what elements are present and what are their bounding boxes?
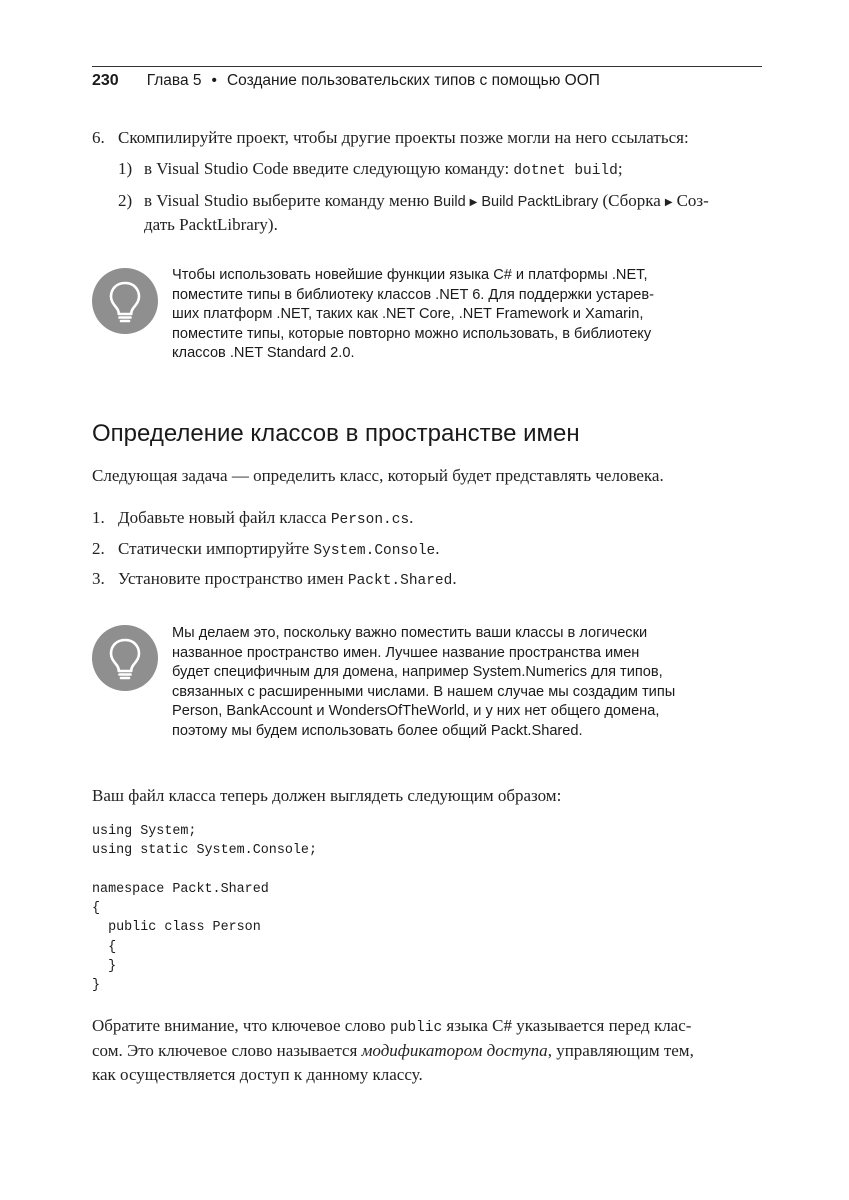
tip-line: Person, BankAccount и WondersOfTheWorld, и у них нет общего домена, <box>172 703 660 719</box>
step-text: Скомпилируйте проект, чтобы другие проекты позже могли на него ссылаться: <box>118 128 689 147</box>
menu-arrow-icon: ▶ <box>469 197 478 208</box>
translation-text: (Сборка <box>598 191 661 210</box>
page-number: 230 <box>92 72 119 89</box>
substep-text-cont: дать PacktLibrary). <box>144 215 278 234</box>
tip-note-2 <box>172 624 732 741</box>
inline-code: System.Console <box>313 543 436 559</box>
step-number: 6. <box>92 128 105 147</box>
tip-line: Мы делаем это, поскольку важно поместить ваши классы в логически <box>172 625 648 641</box>
list-step-number: 2. <box>92 539 105 558</box>
substep-text: в Visual Studio Code введите следующую команду: <box>144 159 514 178</box>
chapter-title: Создание пользовательских типов с помощью ООП <box>226 72 600 89</box>
emphasis-term: модификатором доступа <box>361 1041 548 1060</box>
list-step-text: Установите пространство имен <box>118 569 348 588</box>
tip-line: поэтому мы будем использовать более общий Packt.Shared. <box>172 722 583 739</box>
list-step-text: Добавьте новый файл класса <box>118 508 331 527</box>
header-bullet: • <box>211 72 217 89</box>
inline-code: Packt.Shared <box>347 573 453 589</box>
tip-line: ших платформ .NET, таких как .NET Core, .NET Framework и Xamarin, <box>172 306 644 322</box>
section-intro: Следующая задача — определить класс, который будет представлять человека. <box>92 466 664 485</box>
running-header <box>92 66 762 89</box>
menu-build-packtlibrary: Build PacktLibrary <box>481 194 599 210</box>
list-step-number: 3. <box>92 569 105 588</box>
tip-line: названное пространство имен. Лучшее название пространства имен <box>172 644 640 661</box>
list-step-punct: . <box>435 539 440 558</box>
menu-build: Build <box>433 194 466 210</box>
command-code: dotnet build <box>513 163 618 179</box>
substep-number: 2) <box>118 191 133 210</box>
chapter-label: Глава 5 <box>146 72 202 89</box>
closing-text: , управляющим тем, <box>547 1041 694 1060</box>
substep-1 <box>118 156 768 184</box>
menu-arrow-icon: ▶ <box>664 197 673 208</box>
list-step-number: 1. <box>92 508 105 527</box>
step-6 <box>92 125 772 151</box>
closing-text: сом. Это ключевое слово называется <box>92 1041 362 1060</box>
substep-2-continued <box>144 212 764 238</box>
translation-text-end: Соз- <box>676 191 709 210</box>
list-step-text: Статически импортируйте <box>118 539 314 558</box>
inline-code: Person.cs <box>330 512 410 528</box>
lightbulb-icon <box>92 625 158 691</box>
list-step-2 <box>92 536 772 564</box>
list-step-3 <box>92 566 772 594</box>
substep-text: в Visual Studio выберите команду меню <box>144 191 434 210</box>
closing-line-2 <box>92 1038 772 1064</box>
closing-text: языка C# указывается перед клас- <box>442 1016 692 1035</box>
tip-line: будет специфичным для домена, например System.Numerics для типов, <box>172 664 663 680</box>
code-block: using System; using static System.Console; namespace Packt.Shared { public class Person { } } <box>92 824 317 994</box>
list-step-1 <box>92 505 772 533</box>
tip-line: классов .NET Standard 2.0. <box>172 345 355 361</box>
tip-line: связанных с расширенными числами. В нашем случае мы создадим типы <box>172 683 676 700</box>
list-step-punct: . <box>452 569 457 588</box>
tip-line: поместите типы, которые повторно можно использовать, в библиотеку <box>172 325 652 342</box>
list-step-punct: . <box>409 508 414 527</box>
inline-code: public <box>389 1020 443 1036</box>
code-intro: Ваш файл класса теперь должен выглядеть следующим образом: <box>92 786 562 805</box>
substep-punct: ; <box>617 159 623 178</box>
closing-line-3: как осуществляется доступ к данному классу. <box>92 1065 423 1084</box>
tip-line: Чтобы использовать новейшие функции языка C# и платформы .NET, <box>172 267 648 283</box>
tip-note-1 <box>172 266 732 364</box>
closing-text: Обратите внимание, что ключевое слово <box>92 1016 390 1035</box>
lightbulb-icon <box>92 268 158 334</box>
tip-line: поместите типы в библиотеку классов .NET 6. Для поддержки устарев- <box>172 286 654 303</box>
substep-number: 1) <box>118 159 133 178</box>
section-heading: Определение классов в пространстве имен <box>92 420 580 447</box>
closing-line-1 <box>92 1013 772 1041</box>
